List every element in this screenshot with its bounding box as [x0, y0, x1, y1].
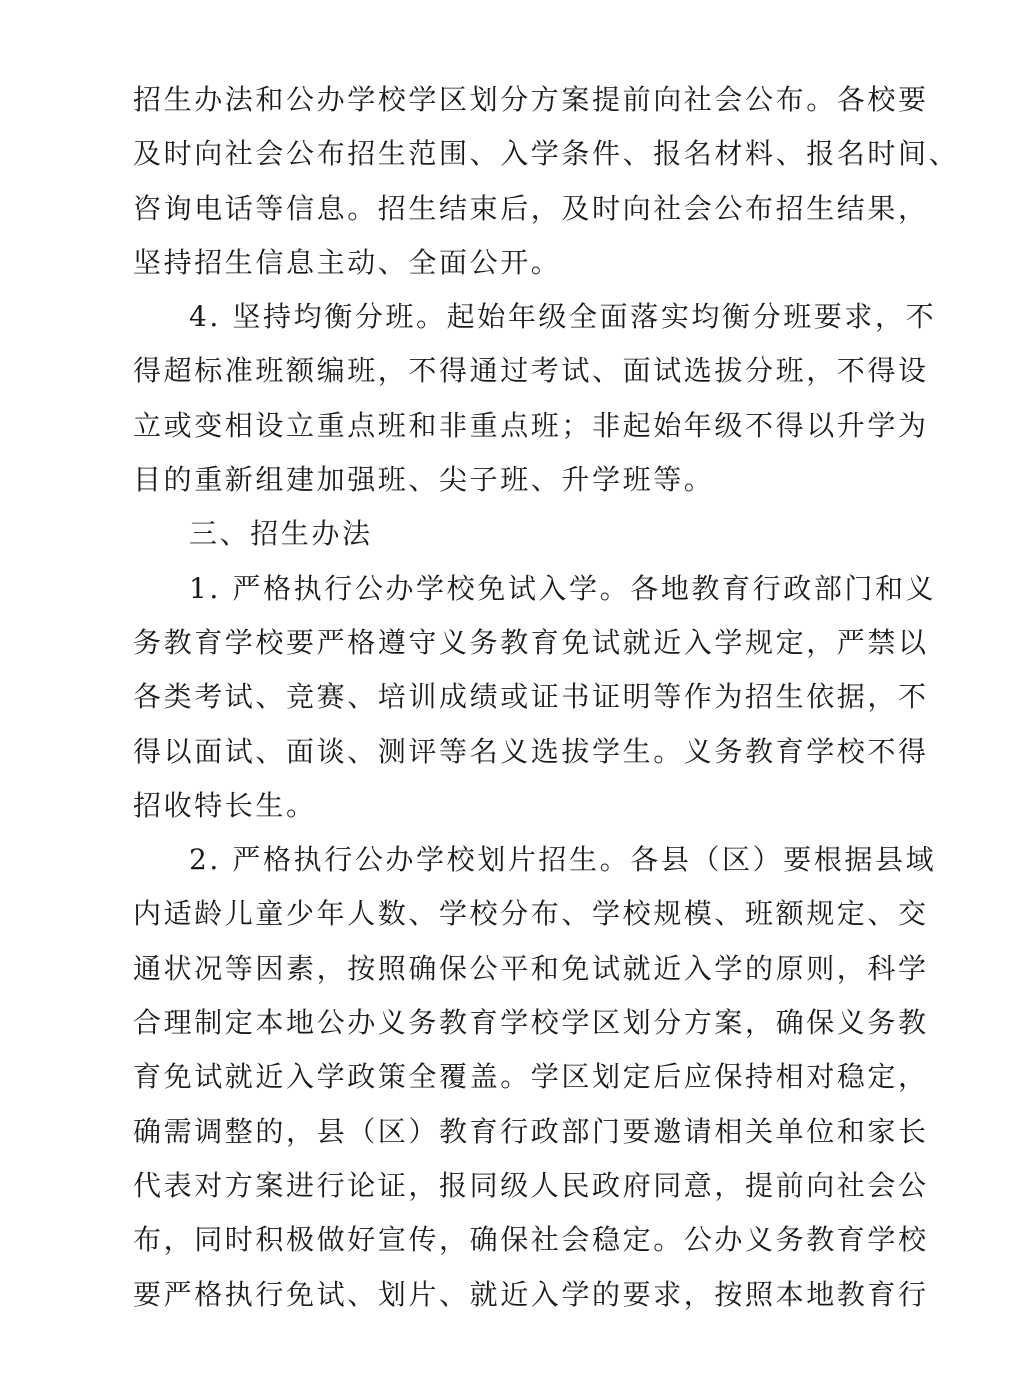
paragraph-start-line: 2. 严格执行公办学校划片招生。各县（区）要根据县域 — [189, 843, 937, 877]
body-line: 内适龄儿童少年人数、学校分布、学校规模、班额规定、交 — [133, 897, 929, 931]
body-line: 目的重新组建加强班、尖子班、升学班等。 — [133, 463, 715, 497]
body-line: 得超标准班额编班，不得通过考试、面试选拔分班，不得设 — [133, 354, 929, 388]
body-line: 要严格执行免试、划片、就近入学的要求，按照本地教育行 — [133, 1277, 929, 1311]
body-line: 通状况等因素，按照确保公平和免试就近入学的原则，科学 — [133, 951, 929, 985]
body-line: 代表对方案进行论证，报同级人民政府同意，提前向社会公 — [133, 1168, 929, 1202]
body-line: 务教育学校要严格遵守义务教育免试就近入学规定，严禁以 — [133, 625, 929, 659]
document-body — [133, 73, 960, 1322]
section-heading: 三、招生办法 — [189, 517, 373, 551]
body-line: 各类考试、竞赛、培训成绩或证书证明等作为招生依据，不 — [133, 680, 929, 714]
body-line: 得以面试、面谈、测评等名义选拔学生。义务教育学校不得 — [133, 734, 929, 768]
body-line: 育免试就近入学政策全覆盖。学区划定后应保持相对稳定， — [133, 1060, 929, 1094]
body-line: 招收特长生。 — [133, 788, 317, 822]
body-line: 合理制定本地公办义务教育学校学区划分方案，确保义务教 — [133, 1006, 929, 1040]
body-line: 立或变相设立重点班和非重点班；非起始年级不得以升学为 — [133, 408, 929, 442]
paragraph-start-line: 4. 坚持均衡分班。起始年级全面落实均衡分班要求，不 — [189, 300, 937, 334]
body-line: 确需调整的，县（区）教育行政部门要邀请相关单位和家长 — [133, 1114, 929, 1148]
paragraph-start-line: 1. 严格执行公办学校免试入学。各地教育行政部门和义 — [189, 571, 937, 605]
body-line: 及时向社会公布招生范围、入学条件、报名材料、报名时间、 — [133, 137, 960, 171]
body-line: 咨询电话等信息。招生结束后，及时向社会公布招生结果， — [133, 191, 929, 225]
body-line: 招生办法和公办学校学区划分方案提前向社会公布。各校要 — [133, 83, 929, 116]
body-line: 坚持招生信息主动、全面公开。 — [133, 245, 562, 279]
body-line: 布，同时积极做好宣传，确保社会稳定。公办义务教育学校 — [133, 1223, 929, 1257]
